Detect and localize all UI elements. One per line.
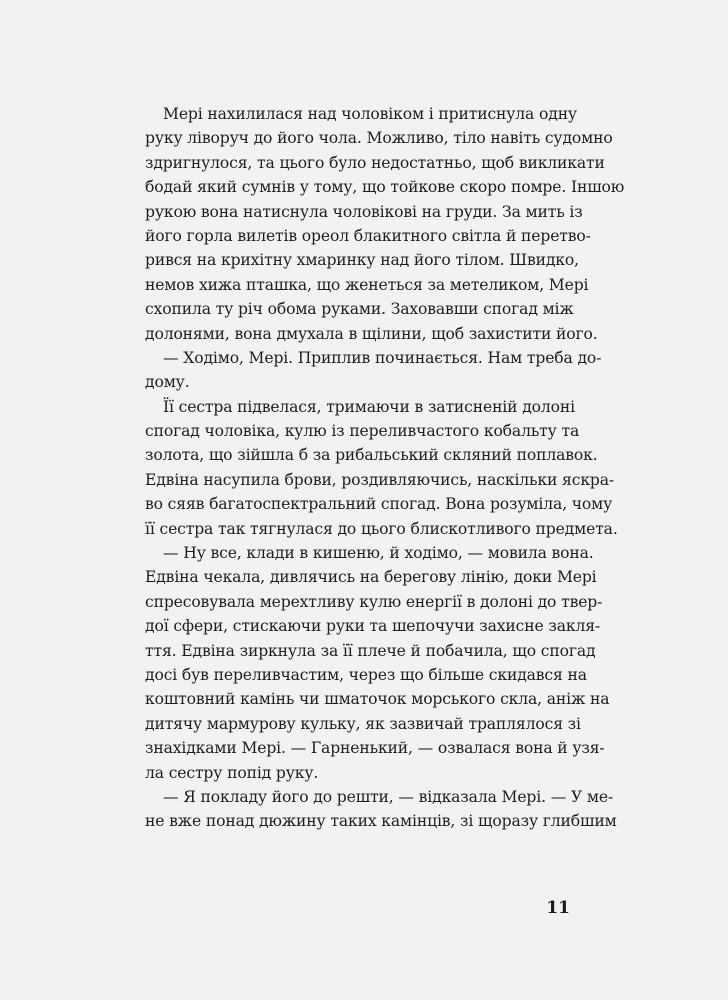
text-line: золота, що зійшла б за рибальський скляний поплавок. [145, 446, 598, 465]
text-line: — Ходімо, Мері. Приплив починається. Нам треба до- [163, 348, 602, 367]
text-line: Мері нахилилася над чоловіком і притиснула одну [163, 105, 577, 123]
text-line: спресовувала мерехтливу кулю енергії в долоні до твер- [145, 592, 603, 611]
text-line: бодай який сумнів у тому, що тойкове скоро помре. Іншою [145, 178, 625, 197]
text-line: спогад чоловіка, кулю із переливчастого кобальту та [145, 422, 580, 441]
text-line: знахідками Мері. — Гарненький, — озвалася вона й узя- [145, 739, 605, 758]
text-line: долонями, вона дмухала в щілини, щоб захистити його. [145, 324, 598, 343]
page-number: 11 [546, 898, 570, 918]
text-line: во сяяв багатоспектральний спогад. Вона розуміла, чому [145, 495, 613, 514]
page-body-text [145, 102, 625, 834]
text-line: — Ну все, клади в кишеню, й ходімо, — мовила вона. [163, 544, 594, 563]
text-line: схопила ту річ обома руками. Заховавши спогад між [145, 300, 574, 319]
text-line: рукою вона натиснула чоловікові на груди. За мить із [145, 202, 583, 221]
text-line: коштовний камінь чи шматочок морського скла, аніж на [145, 690, 610, 709]
text-line: — Я покладу його до решти, — відказала Мері. — У ме- [163, 787, 614, 806]
text-line: дитячу мармурову кульку, як зазвичай траплялося зі [145, 714, 581, 733]
text-line: немов хижа пташка, що женеться за метеликом, Мері [145, 275, 589, 294]
text-line: не вже понад дюжину таких камінців, зі щоразу глибшим [145, 812, 617, 831]
text-line: рився на крихітну хмаринку над його тілом. Швидко, [145, 251, 579, 270]
text-line: дої сфери, стискаючи руки та шепочучи захисне закля- [145, 617, 601, 636]
text-line: досі був переливчастим, через що більше скидався на [145, 665, 587, 684]
text-line: руку ліворуч до його чола. Можливо, тіло навіть судомно [145, 129, 613, 148]
text-line: Едвіна насупила брови, роздивляючись, наскільки яскра- [145, 470, 615, 489]
text-line: Едвіна чекала, дивлячись на берегову лінію, доки Мері [145, 568, 597, 587]
text-line: ття. Едвіна зиркнула за її плече й побачила, що спогад [145, 641, 596, 660]
text-line: здригнулося, та цього було недостатньо, щоб викликати [145, 153, 605, 172]
text-line: дому. [145, 373, 190, 392]
text-line: Її сестра підвелася, тримаючи в затисненій долоні [163, 397, 575, 416]
text-line: його горла вилетів ореол блакитного світла й перетво- [145, 226, 591, 245]
text-line: її сестра так тягнулася до цього блискотливого предмета. [145, 519, 618, 538]
text-line: ла сестру попід руку. [145, 763, 319, 782]
